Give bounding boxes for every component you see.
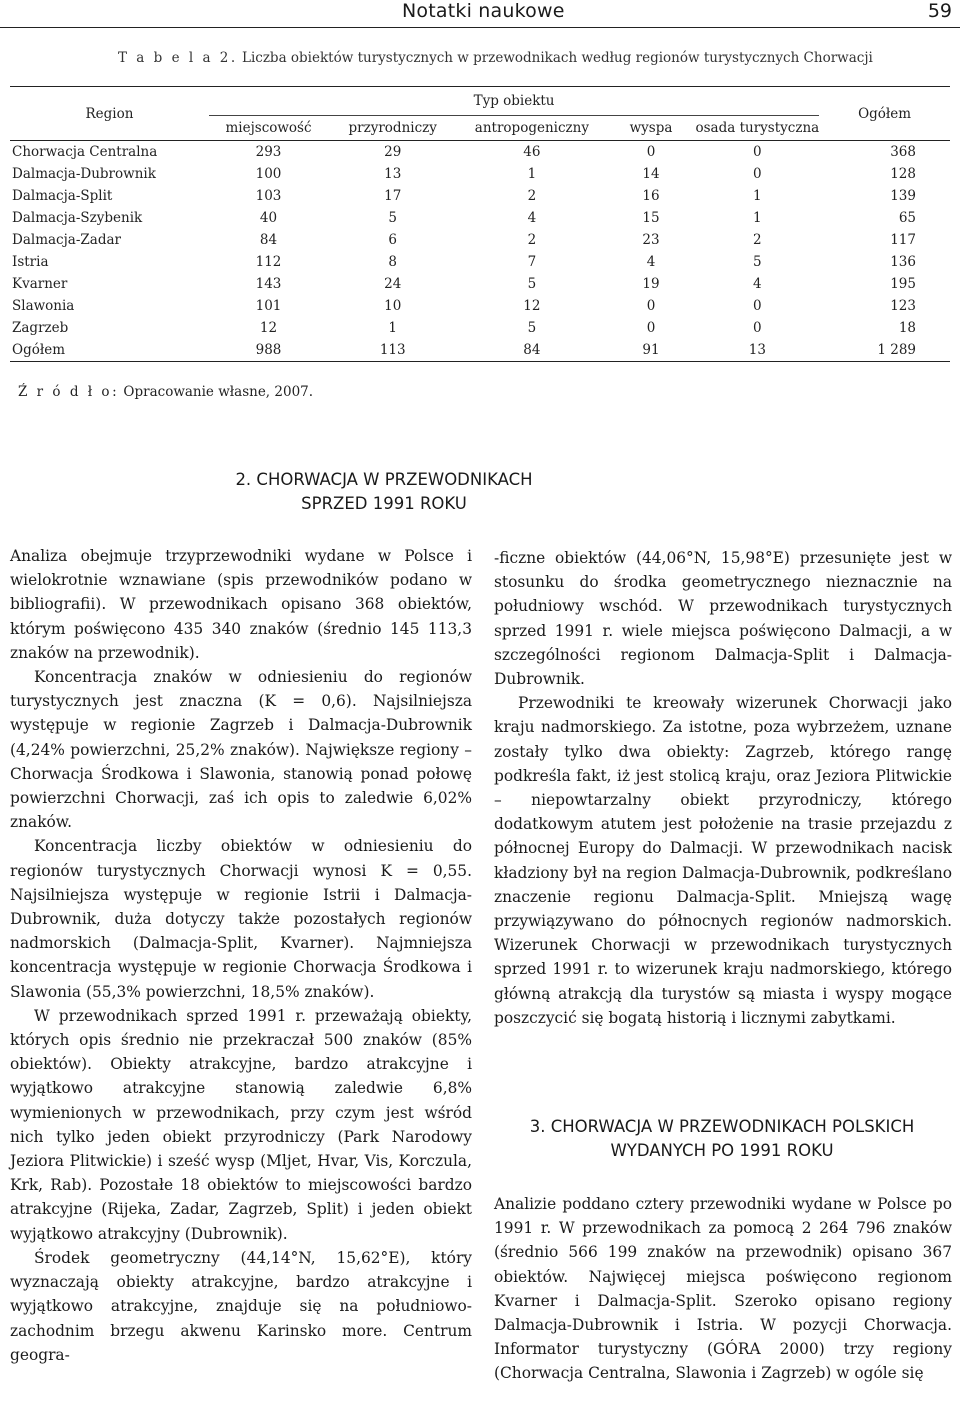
section-2-heading — [64, 468, 704, 516]
region-cell: Dalmacja-Split — [12, 188, 113, 204]
count-cell: 12 — [259, 320, 278, 336]
table-row — [10, 317, 950, 339]
count-cell: 113 — [328, 339, 457, 362]
right-column-bottom — [494, 1192, 952, 1386]
count-cell: 0 — [753, 320, 762, 336]
count-cell: 84 — [259, 232, 278, 248]
paragraph: Przewodniki te kreowały wizerunek Chorwacji jako kraju nadmorskiego. Za istotne, poza wybrzeżem, uznane zostały tylko dwa obiekty: Zagrzeb, którego rangę podkreśla fakt, iż jest stolicą kraju, oraz Jeziora Plitwickie – niepowtarzalny obiekt przyrodniczy, którego dodatkowym atutem jest położenie na trasie przejazdu z północnej Europy do Dalmacji. W przewodnikach nacisk kładziony był na region Dalmacja-Dubrownik, podkreślano znaczenie regionu Dalmacja-Split. Mniejszą wagę przywiązywano do północnych regionów nadmorskich. Wizerunek Chorwacji w przewodnikach turystycznych sprzed 1991 r. to wizerunek kraju nadmorskiego, którego główną atrakcją dla turystów są miasta i wyspy mogące poszczycić się bogatą historią i licznymi zabytkami. — [494, 694, 952, 1027]
source-text: Opracowanie własne, 2007. — [119, 384, 314, 400]
table-caption — [118, 50, 873, 66]
count-cell: 1 — [753, 188, 762, 204]
header-region: Region — [10, 87, 209, 141]
region-cell: Dalmacja-Zadar — [12, 232, 121, 248]
total-cell: 128 — [890, 166, 916, 182]
count-cell: 4 — [753, 276, 762, 292]
count-cell: 40 — [259, 210, 278, 226]
paragraph: Analizie poddano cztery przewodniki wydane w Polsce po 1991 r. W przewodnikach za pomocą 2 264 796 znaków (średnio 566 199 znaków na przewodnik) opisano 367 obiektów. Najwięcej miejsca poświęcono regionom Kvarner i Dalmacja-Split. Szeroko opisano regiony Dalmacja-Dubrownik i Istria. W pozycji Chorwacja. Informator turystyczny (GÓRA 2000) trzy regiony (Chorwacja Centralna, Slawonia i Zagrzeb) w ogóle się — [494, 1195, 952, 1383]
count-cell: 15 — [642, 210, 660, 226]
paragraph: Środek geometryczny (44,14°N, 15,62°E), który wyznaczają obiekty atrakcyjne, bardzo atrakcyjne i wyjątkowo atrakcyjne, znajduje się na południowo-zachodnim brzegu akwenu Karinsko more. Centrum geogra- — [10, 1248, 472, 1364]
table-source — [18, 384, 313, 400]
count-cell: 1 — [388, 320, 397, 336]
source-label: Ź r ó d ł o: — [18, 384, 120, 400]
table-row — [10, 251, 950, 273]
count-cell: 1 — [527, 166, 537, 182]
table-total-row — [10, 339, 950, 362]
table-row — [10, 163, 950, 185]
count-cell: 293 — [255, 144, 282, 160]
region-cell: Kvarner — [12, 276, 68, 292]
region-cell: Istria — [12, 254, 49, 270]
table-row — [10, 141, 950, 164]
count-cell: 5 — [527, 276, 537, 292]
count-cell: 19 — [642, 276, 660, 292]
table-row — [10, 207, 950, 229]
count-cell: 23 — [642, 232, 660, 248]
right-column-top — [494, 546, 952, 1030]
region-cell: Chorwacja Centralna — [12, 144, 158, 160]
paragraph: Koncentracja liczby obiektów w odniesieniu do regionów turystycznych Chorwacji wynosi K = 0,55. Najsilniejsza występuje w regionie Istrii i Dalmacja-Dubrownik, duża dotyczy także pozostałych regionów nadmorskich (Dalmacja-Split, Kvarner). Najmniejsza koncentracja występuje w regionie Chorwacja Środkowa i Slawonia (55,3% powierzchni, 18,5% znaków). — [10, 837, 472, 1001]
header-type-col: przyrodniczy — [328, 116, 457, 141]
region-cell: Zagrzeb — [12, 320, 69, 336]
count-cell: 0 — [753, 144, 762, 160]
table-caption-text: Liczba obiektów turystycznych w przewodnikach według regionów turystycznych Chorwacji — [237, 50, 873, 66]
count-cell: 0 — [753, 166, 762, 182]
count-cell: 13 — [384, 166, 402, 182]
paragraph: Analiza obejmuje trzyprzewodniki wydane w Polsce i wielokrotnie wznawiane (spis przewodników podano w bibliografii). W przewodnikach opisano 368 obiektów, którym poświęcono 435 340 znaków (średnio 145 113,3 znaków na przewodnik). — [10, 547, 472, 662]
count-cell: 2 — [527, 188, 537, 204]
header-type-col: miejscowość — [209, 116, 328, 141]
header-rule — [0, 27, 960, 28]
count-cell: 10 — [384, 298, 402, 314]
table-row — [10, 273, 950, 295]
section-3-heading-line: 3. CHORWACJA W PRZEWODNIKACH POLSKICH — [529, 1117, 915, 1136]
table-body — [10, 141, 950, 362]
count-cell: 8 — [388, 254, 397, 270]
section-2-heading-line: SPRZED 1991 ROKU — [301, 494, 467, 513]
table-caption-label: T a b e l a 2. — [118, 50, 238, 66]
total-cell: 1 289 — [819, 339, 950, 362]
region-cell: Slawonia — [12, 298, 75, 314]
count-cell: 16 — [642, 188, 660, 204]
count-cell: 0 — [753, 298, 762, 314]
total-cell: 368 — [890, 144, 916, 160]
total-cell: 123 — [890, 298, 916, 314]
table-row — [10, 229, 950, 251]
header-type-col: osada turystyczna — [696, 116, 820, 141]
count-cell: 1 — [753, 210, 762, 226]
objects-table — [10, 86, 950, 362]
count-cell: 0 — [646, 144, 656, 160]
count-cell: 24 — [384, 276, 402, 292]
count-cell: 29 — [384, 144, 402, 160]
count-cell: 5 — [753, 254, 762, 270]
count-cell: 4 — [527, 210, 537, 226]
total-cell: 117 — [890, 232, 916, 248]
running-header — [0, 0, 960, 28]
count-cell: 5 — [527, 320, 537, 336]
count-cell: 46 — [523, 144, 541, 160]
header-type-col: antropogeniczny — [457, 116, 606, 141]
count-cell: 91 — [607, 339, 696, 362]
region-cell: Dalmacja-Dubrownik — [12, 166, 156, 182]
count-cell: 2 — [527, 232, 537, 248]
paragraph: Koncentracja znaków w odniesieniu do regionów turystycznych jest znaczna (K = 0,6). Najsilniejsza występuje w regionie Zagrzeb i Dalmacja-Dubrownik (4,24% powierzchni, 25,2% znaków). Największe regiony – Chorwacja Środkowa i Slawonia, stanowią ponad połowę powierzchni Chorwacji, zaś ich opis to zaledwie 6,02% znaków. — [10, 668, 472, 832]
count-cell: 103 — [255, 188, 282, 204]
header-type-col: wyspa — [607, 116, 696, 141]
count-cell: 101 — [255, 298, 282, 314]
paragraph: W przewodnikach sprzed 1991 r. przeważają obiekty, których opis średnio nie przekraczał 500 znaków (85% obiektów). Obiekty atrakcyjne, bardzo atrakcyjne i wyjątkowo atrakcyjne stanowią zaledwie 6,8% wymienionych w przewodnikach, przy czym jest wśród nich tylko jeden obiekt przyrodniczy (Park Narodowy Jeziora Plitwickie) i sześć wysp (Mljet, Hvar, Vis, Korczula, Krk, Rab). Pozostałe 18 obiektów to miejscowości bardzo atrakcyjne (Rijeka, Zadar, Zagrzeb, Split) i jeden obiekt wyjątkowo atrakcyjny (Dubrownik). — [10, 1006, 472, 1243]
journal-section-title: Notatki naukowe — [402, 0, 565, 22]
table-row — [10, 295, 950, 317]
section-3-heading — [492, 1115, 952, 1163]
count-cell: 7 — [527, 254, 537, 270]
count-cell: 2 — [753, 232, 762, 248]
table-row — [10, 185, 950, 207]
count-cell: 112 — [255, 254, 282, 270]
count-cell: 14 — [642, 166, 660, 182]
header-type-group: Typ obiektu — [209, 87, 819, 116]
count-cell: 6 — [388, 232, 397, 248]
left-column — [10, 544, 472, 1367]
count-cell: 17 — [384, 188, 402, 204]
total-cell: 18 — [898, 320, 916, 336]
total-cell: 65 — [898, 210, 916, 226]
count-cell: 0 — [646, 320, 656, 336]
page-number: 59 — [927, 0, 952, 22]
header-total: Ogółem — [819, 87, 950, 141]
count-cell: 5 — [388, 210, 397, 226]
region-cell: Dalmacja-Szybenik — [12, 210, 143, 226]
section-3-heading-line: WYDANYCH PO 1991 ROKU — [610, 1141, 834, 1160]
count-cell: 13 — [696, 339, 820, 362]
count-cell: 988 — [209, 339, 328, 362]
count-cell: 0 — [646, 298, 656, 314]
total-cell: 195 — [890, 276, 916, 292]
count-cell: 12 — [523, 298, 541, 314]
total-cell: 139 — [890, 188, 916, 204]
count-cell: 84 — [457, 339, 606, 362]
count-cell: 4 — [646, 254, 656, 270]
count-cell: 100 — [255, 166, 282, 182]
paragraph: -ficzne obiektów (44,06°N, 15,98°E) przesunięte jest w stosunku do środka geometrycznego nieznacznie na południowy wschód. W przewodnikach turystycznych sprzed 1991 r. wiele miejsca poświęcono Dalmacji, a w szczególności regionom Dalmacja-Split i Dalmacja-Dubrownik. — [494, 549, 952, 689]
region-cell: Ogółem — [10, 339, 209, 362]
count-cell: 143 — [255, 276, 282, 292]
section-2-heading-line: 2. CHORWACJA W PRZEWODNIKACH — [235, 470, 533, 489]
total-cell: 136 — [890, 254, 916, 270]
